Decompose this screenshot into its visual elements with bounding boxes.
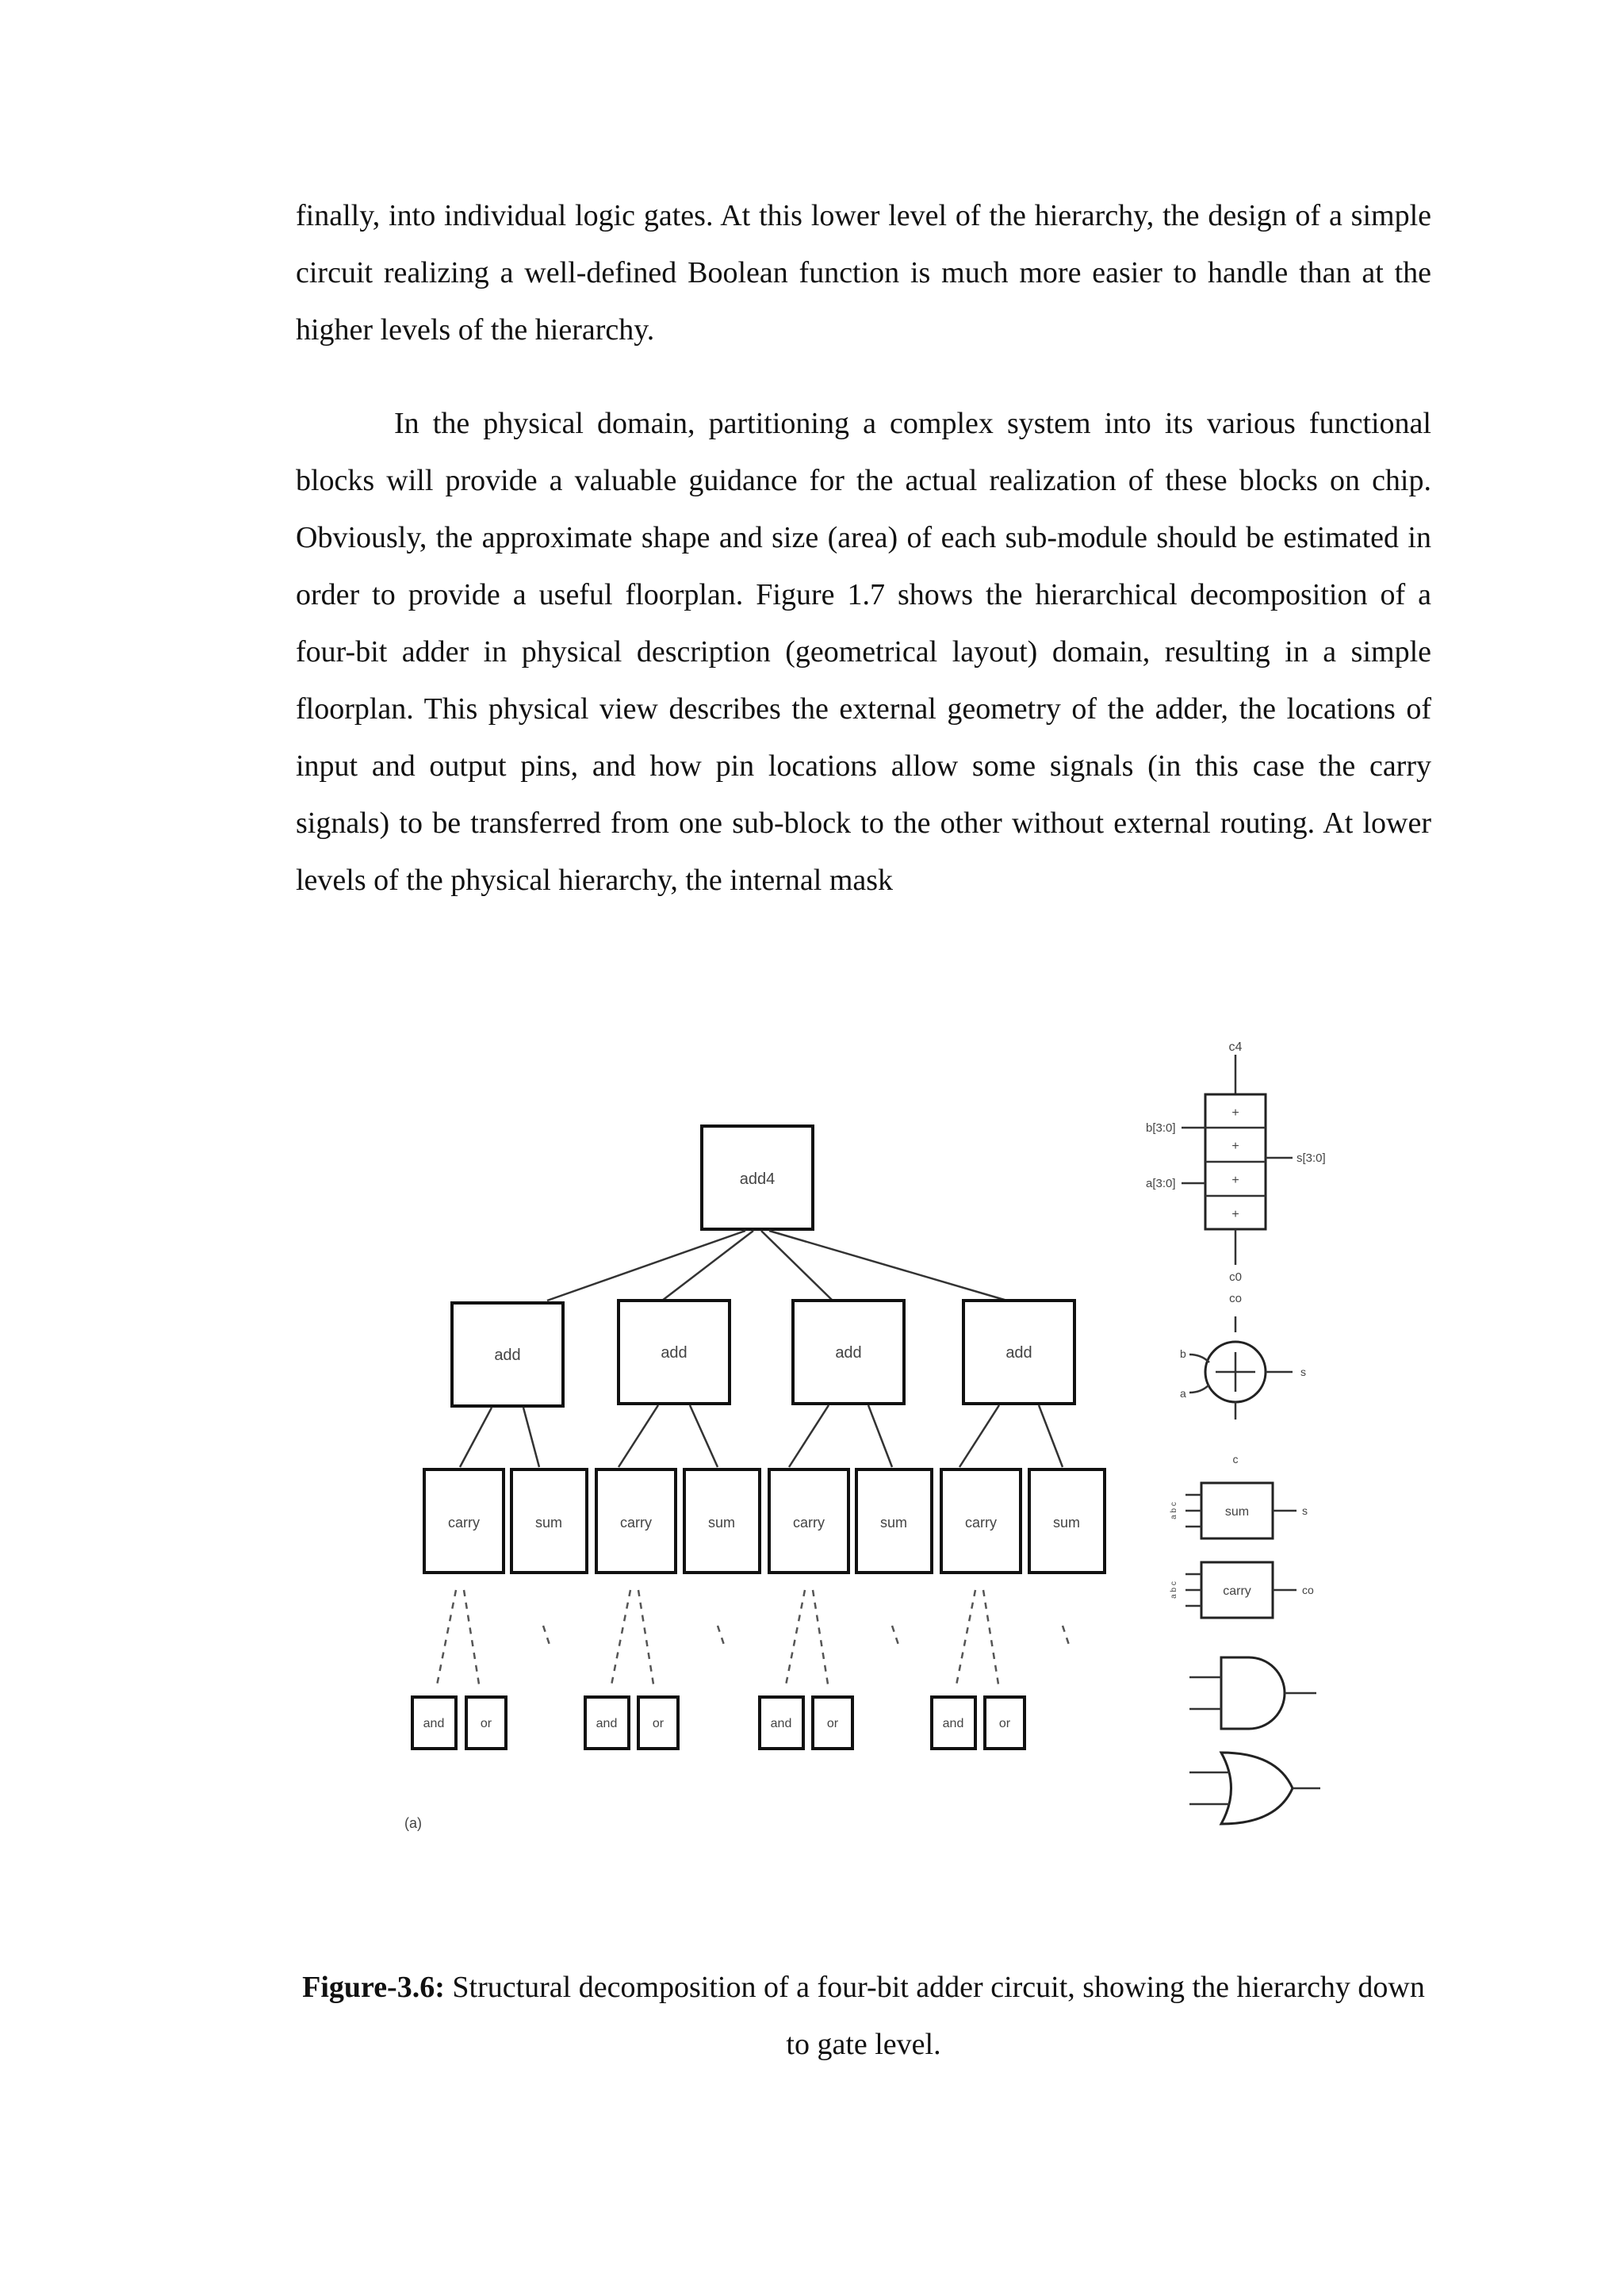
- adder-plus-4: +: [1231, 1208, 1239, 1221]
- signal-b: b[3:0]: [1146, 1121, 1176, 1135]
- sum-block-inputs: a b c: [1170, 1502, 1178, 1519]
- and-gate-symbol: [1189, 1657, 1316, 1729]
- leaf-sum-3: [856, 1469, 932, 1573]
- adder-floorplan: [1146, 1040, 1326, 1284]
- gate-edges: [436, 1590, 1071, 1689]
- leaf-label-6: sum: [879, 1515, 908, 1531]
- gate-label-7: and: [942, 1717, 964, 1730]
- xor-input-b: b: [1180, 1347, 1186, 1360]
- leaf-sum-4: [1029, 1469, 1105, 1573]
- figure-adder-decomposition: [381, 1023, 1364, 1927]
- paragraph-1: finally, into individual logic gates. At this lower level of the hierarchy, the design of a simple circuit realizing a well-defined Boolean function is much more easier to handle than at the higher levels of the hierarchy.: [296, 199, 1431, 347]
- caption-label: Figure-3.6:: [302, 1971, 445, 2004]
- gate-label-1: and: [423, 1717, 445, 1730]
- signal-a: a[3:0]: [1146, 1177, 1176, 1190]
- gate-or-4: [985, 1697, 1025, 1749]
- gate-label-5: and: [770, 1717, 792, 1730]
- xor-bottom-label: c: [1232, 1453, 1239, 1466]
- root-label: add4: [739, 1170, 776, 1188]
- leaf-label-5: carry: [793, 1515, 825, 1531]
- add-node-3: [793, 1301, 904, 1404]
- adder-plus-3: +: [1231, 1174, 1239, 1187]
- gate-and-3: [760, 1697, 803, 1749]
- figure-caption: [296, 1959, 1431, 2073]
- panel-label: (a): [404, 1815, 422, 1831]
- sum-block: [1170, 1483, 1308, 1538]
- carry-block-label: carry: [1223, 1584, 1251, 1598]
- add-label-4: add: [1005, 1344, 1032, 1362]
- add-node-1: [452, 1303, 563, 1406]
- carry-block-output: co: [1302, 1584, 1314, 1596]
- signal-s: s[3:0]: [1297, 1151, 1326, 1165]
- gate-label-8: or: [998, 1717, 1011, 1730]
- leaf-carry-4: [941, 1469, 1021, 1573]
- adder-plus-2: +: [1231, 1140, 1239, 1153]
- xor-output-s: s: [1300, 1366, 1306, 1378]
- caption-text: Structural decomposition of a four-bit adder circuit, showing the hierarchy down to gate level.: [444, 1971, 1425, 2061]
- signal-c4: c4: [1228, 1040, 1243, 1054]
- leaf-label-4: sum: [707, 1515, 736, 1531]
- gate-or-2: [638, 1697, 678, 1749]
- gate-or-1: [466, 1697, 506, 1749]
- gate-label-6: or: [826, 1717, 839, 1730]
- adder-plus-1: +: [1231, 1106, 1239, 1120]
- root-edges: [547, 1231, 1007, 1301]
- gate-or-3: [813, 1697, 852, 1749]
- paragraph-2: In the physical domain, partitioning a complex system into its various functional blocks will provide a valuable guidance for the actual realization of these blocks on chip. Obviously, the approximate shape and size (area) of each sub-module should be estimated in order to provide a useful floorplan. Figure 1.7 shows the hierarchical decomposition of a four-bit adder in physical description (geometrical layout) domain, resulting in a simple floorplan. This physical view describes the external geometry of the adder, the locations of input and output pins, and how pin locations allow some signals (in this case the carry signals) to be transferred from one sub-block to the other without external routing. At lower levels of the physical hierarchy, the internal mask: [296, 407, 1431, 897]
- xor-symbol: [1180, 1292, 1306, 1466]
- leaf-carry-1: [424, 1469, 504, 1573]
- carry-block-inputs: a b c: [1170, 1581, 1178, 1599]
- add-node-4: [963, 1301, 1074, 1404]
- xor-input-a: a: [1180, 1387, 1186, 1400]
- leaf-sum-2: [684, 1469, 760, 1573]
- gate-and-2: [585, 1697, 629, 1749]
- leaf-carry-2: [596, 1469, 676, 1573]
- sum-block-output: s: [1302, 1504, 1308, 1517]
- signal-c0: c0: [1229, 1270, 1242, 1284]
- leaf-label-8: sum: [1052, 1515, 1081, 1531]
- gate-label-4: or: [652, 1717, 665, 1730]
- leaf-label-7: carry: [965, 1515, 997, 1531]
- carry-block: [1170, 1562, 1314, 1618]
- sum-block-label: sum: [1224, 1505, 1250, 1519]
- add-label-2: add: [661, 1344, 688, 1362]
- leaf-sum-1: [511, 1469, 587, 1573]
- leaf-carry-3: [769, 1469, 848, 1573]
- leaf-label-3: carry: [620, 1515, 652, 1531]
- figure-diagram: [381, 1023, 1364, 1927]
- add-node-2: [619, 1301, 730, 1404]
- add-label-1: add: [494, 1347, 521, 1364]
- gate-label-3: and: [596, 1717, 618, 1730]
- gate-label-2: or: [480, 1717, 492, 1730]
- add-edges: [460, 1405, 1063, 1467]
- or-gate-symbol: [1189, 1753, 1320, 1824]
- root-node: [702, 1126, 813, 1229]
- add-label-3: add: [835, 1344, 862, 1362]
- leaf-label-2: sum: [534, 1515, 563, 1531]
- xor-top-label: co: [1229, 1292, 1242, 1305]
- gate-and-1: [412, 1697, 456, 1749]
- gate-and-4: [932, 1697, 975, 1749]
- leaf-label-1: carry: [448, 1515, 480, 1531]
